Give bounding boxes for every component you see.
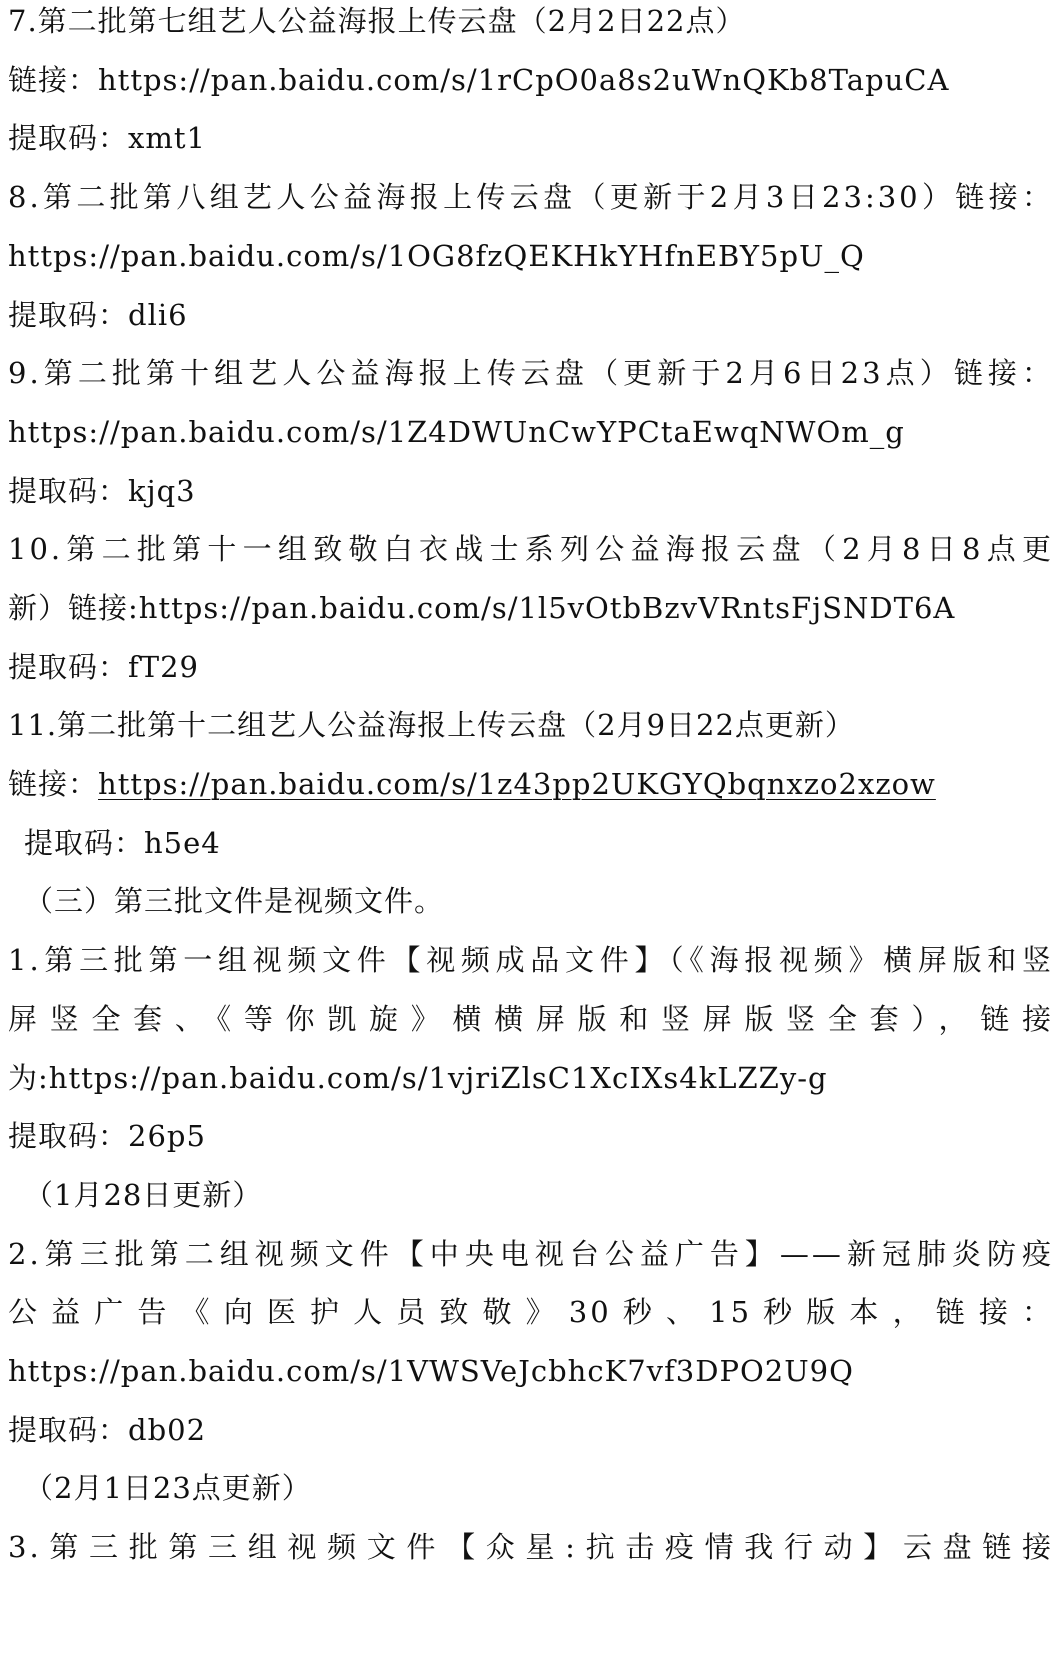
text-line: 提取码：xmt1 xyxy=(8,121,206,155)
text-line: 公益广告《向医护人员致敬》30秒、15秒版本，链接： xyxy=(8,1295,1054,1329)
text-line: 提取码：dli6 xyxy=(8,298,188,332)
text-line: 8.第二批第八组艺人公益海报上传云盘（更新于2月3日23:30）链接： xyxy=(8,180,1054,214)
text-line: 9.第二批第十组艺人公益海报上传云盘（更新于2月6日23点）链接： xyxy=(8,356,1054,390)
text-line: 提取码：kjq3 xyxy=(8,474,196,508)
text-line: 1.第三批第一组视频文件【视频成品文件】（《海报视频》横屏版和竖 xyxy=(8,943,1054,977)
text-line: 3.第三批第三组视频文件【众星:抗击疫情我行动】云盘链接 xyxy=(8,1530,1054,1564)
text-line: 提取码：h5e4 xyxy=(24,826,221,860)
text-line: https://pan.baidu.com/s/1VWSVeJcbhcK7vf3DPO2U9Q xyxy=(8,1354,854,1388)
text-line: 提取码：fT29 xyxy=(8,650,199,684)
text-line: 11.第二批第十二组艺人公益海报上传云盘（2月9日22点更新） xyxy=(8,708,855,742)
text-line: （1月28日更新） xyxy=(24,1178,263,1212)
section-heading: （三）第三批文件是视频文件。 xyxy=(24,884,445,918)
text-line: 链接：https://pan.baidu.com/s/1rCpO0a8s2uWnQKb8TapuCA xyxy=(8,63,950,97)
text-line: 为:https://pan.baidu.com/s/1vjriZlsC1XcIXs4kLZZy-g xyxy=(8,1061,828,1095)
text-line: （2月1日23点更新） xyxy=(24,1471,312,1505)
text-line: 新）链接:https://pan.baidu.com/s/1l5vOtbBzvVRntsFjSNDT6A xyxy=(8,591,956,625)
text-line xyxy=(8,753,1054,815)
text-line: 7.第二批第七组艺人公益海报上传云盘（2月2日22点） xyxy=(8,4,746,38)
text-line: https://pan.baidu.com/s/1OG8fzQEKHkYHfnEBY5pU_Q xyxy=(8,239,865,273)
text-line: 提取码：db02 xyxy=(8,1413,207,1447)
text-line: https://pan.baidu.com/s/1Z4DWUnCwYPCtaEwqNWOm_g xyxy=(8,415,905,449)
text-line: 10.第二批第十一组致敬白衣战士系列公益海报云盘（2月8日8点更 xyxy=(8,532,1054,566)
link-label: 链接： xyxy=(8,767,99,801)
text-line: 2.第三批第二组视频文件【中央电视台公益广告】——新冠肺炎防疫 xyxy=(8,1237,1054,1271)
text-line: 提取码：26p5 xyxy=(8,1119,206,1153)
text-line: 屏竖全套、《等你凯旋》横横屏版和竖屏版竖全套），链接 xyxy=(8,1002,1054,1036)
share-link[interactable]: https://pan.baidu.com/s/1z43pp2UKGYQbqnxzo2xzow xyxy=(98,767,936,801)
